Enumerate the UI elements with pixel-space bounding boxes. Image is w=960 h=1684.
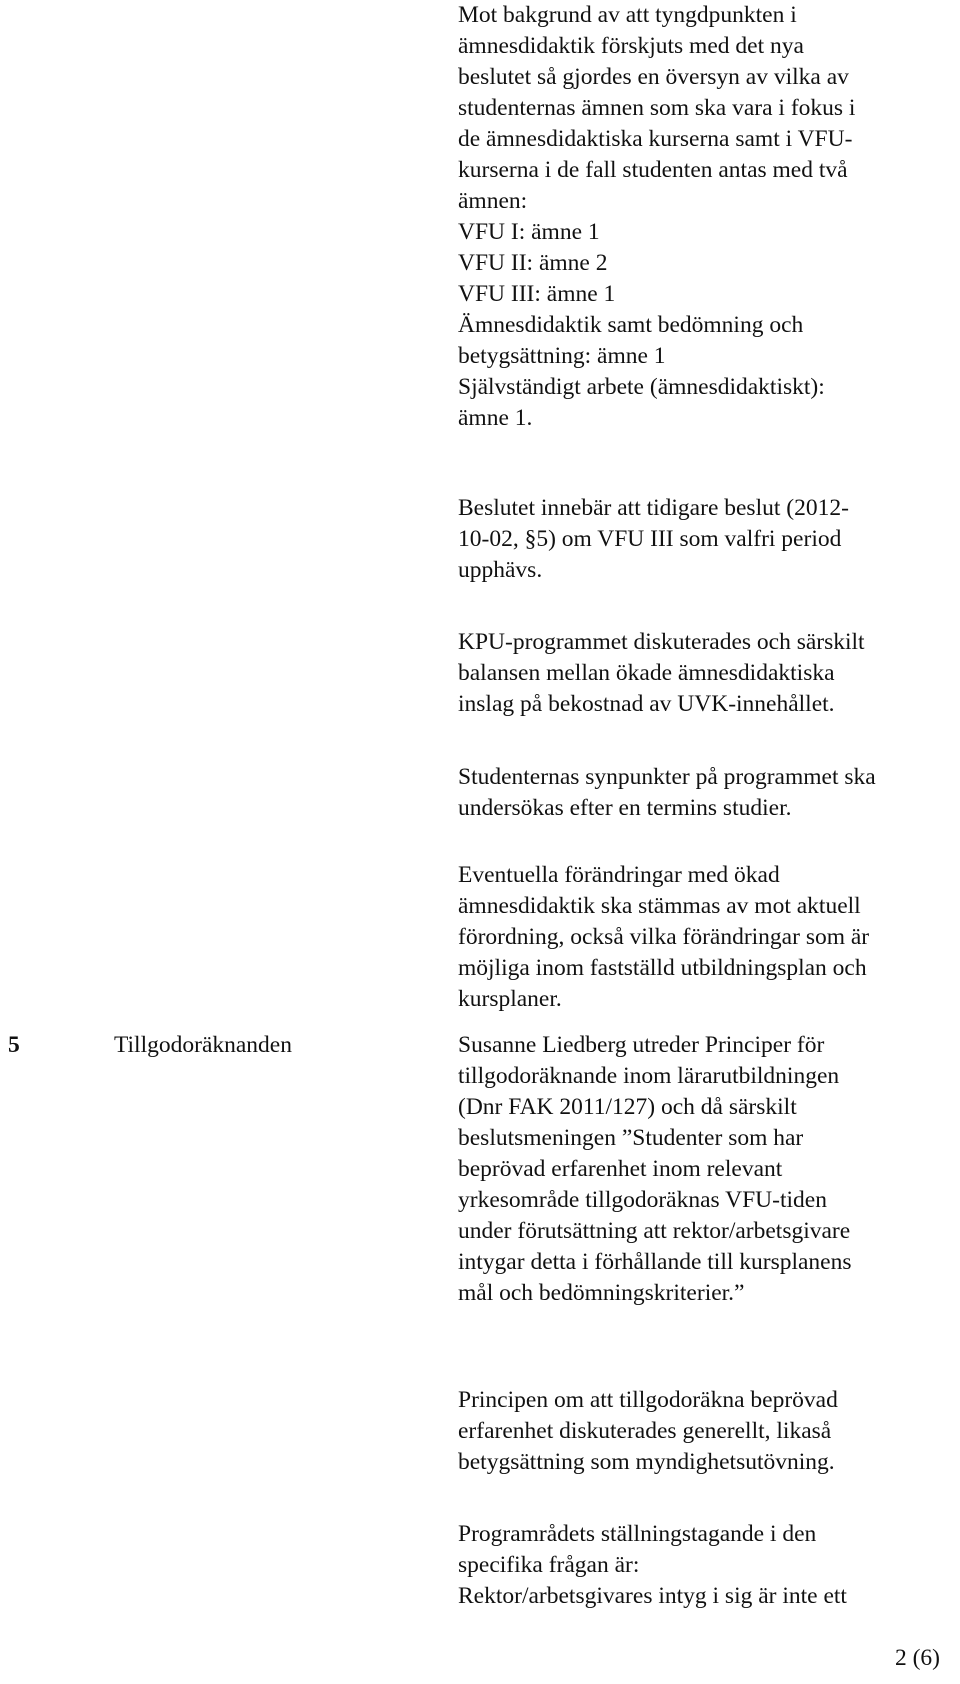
text-line: kurserna i de fall studenten antas med två: [458, 157, 848, 183]
text-line: (Dnr FAK 2011/127) och då särskilt: [458, 1094, 797, 1120]
text-line: Eventuella förändringar med ökad: [458, 862, 780, 888]
text-line: upphävs.: [458, 557, 543, 583]
text-line: tillgodoräknande inom lärarutbildningen: [458, 1063, 840, 1089]
text-line: de ämnesdidaktiska kurserna samt i VFU-: [458, 126, 853, 152]
page-number: 2 (6): [894, 1645, 940, 1671]
text-line: KPU-programmet diskuterades och särskilt: [458, 629, 865, 655]
text-line: Mot bakgrund av att tyngdpunkten i: [458, 2, 797, 28]
text-line: beprövad erfarenhet inom relevant: [458, 1156, 783, 1182]
forandringar-paragraph: [458, 860, 958, 1015]
text-line: balansen mellan ökade ämnesdidaktiska: [458, 660, 835, 686]
item-title: Tillgodoräknanden: [114, 1032, 292, 1058]
text-line: specifika frågan är:: [458, 1552, 640, 1578]
text-line: studenternas ämnen som ska vara i fokus i: [458, 95, 856, 121]
synpunkter-paragraph: [458, 762, 958, 824]
text-line: Ämnesdidaktik samt bedömning och: [458, 312, 804, 338]
text-line: erfarenhet diskuterades generellt, likaså: [458, 1418, 832, 1444]
text-line: möjliga inom fastställd utbildningsplan och: [458, 955, 867, 981]
text-line: Programrådets ställningstagande i den: [458, 1521, 817, 1547]
text-line: under förutsättning att rektor/arbetsgivare: [458, 1218, 851, 1244]
text-line: beslutsmeningen ”Studenter som har: [458, 1125, 804, 1151]
text-line: 10-02, §5) om VFU III som valfri period: [458, 526, 842, 552]
text-line: kursplaner.: [458, 986, 562, 1012]
text-line: Självständigt arbete (ämnesdidaktiskt):: [458, 374, 825, 400]
text-line: beslutet så gjordes en översyn av vilka av: [458, 64, 849, 90]
text-line: ämne 1.: [458, 405, 533, 431]
utreder-paragraph: [458, 1030, 958, 1309]
item-number: 5: [8, 1032, 20, 1058]
kpu-paragraph: [458, 627, 958, 720]
text-line: förordning, också vilka förändringar som är: [458, 924, 870, 950]
stallningstagande-paragraph: [458, 1519, 958, 1612]
text-line: inslag på bekostnad av UVK-innehållet.: [458, 691, 835, 717]
text-line: mål och bedömningskriterier.”: [458, 1280, 745, 1306]
text-line: VFU I: ämne 1: [458, 219, 600, 245]
intro-paragraph: [458, 0, 958, 434]
text-line: Studenternas synpunkter på programmet ska: [458, 764, 876, 790]
text-line: VFU III: ämne 1: [458, 281, 616, 307]
text-line: ämnesdidaktik ska stämmas av mot aktuell: [458, 893, 861, 919]
text-line: yrkesområde tillgodoräknas VFU-tiden: [458, 1187, 827, 1213]
text-line: ämnen:: [458, 188, 528, 214]
text-line: Principen om att tillgodoräkna beprövad: [458, 1387, 838, 1413]
text-line: Rektor/arbetsgivares intyg i sig är inte ett: [458, 1583, 847, 1609]
text-line: Beslutet innebär att tidigare beslut (2012-: [458, 495, 849, 521]
text-line: betygsättning som myndighetsutövning.: [458, 1449, 835, 1475]
text-line: ämnesdidaktik förskjuts med det nya: [458, 33, 804, 59]
text-line: VFU II: ämne 2: [458, 250, 608, 276]
text-line: intygar detta i förhållande till kursplanens: [458, 1249, 852, 1275]
beslut-paragraph: [458, 493, 958, 586]
principen-paragraph: [458, 1385, 958, 1478]
text-line: undersökas efter en termins studier.: [458, 795, 792, 821]
text-line: Susanne Liedberg utreder Principer för: [458, 1032, 825, 1058]
text-line: betygsättning: ämne 1: [458, 343, 666, 369]
